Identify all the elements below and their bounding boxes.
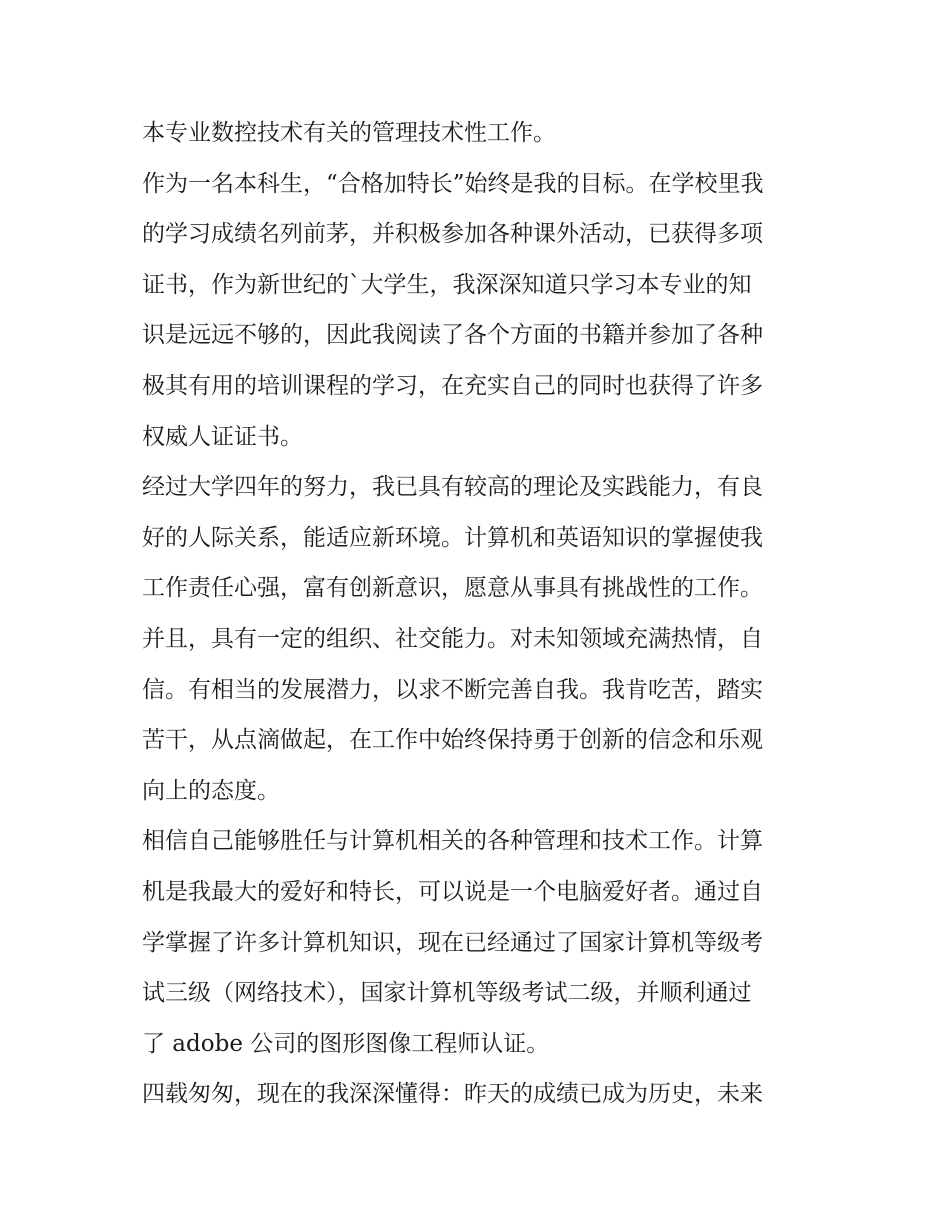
text-line: 识是远远不够的，因此我阅读了各个方面的书籍并参加了各种 xyxy=(142,322,763,349)
text-line: 四载匆匆，现在的我深深懂得：昨天的成绩已成为历史，未来 xyxy=(142,1081,763,1108)
text-line: 本专业数控技术有关的管理技术性工作。 xyxy=(142,120,556,146)
text-line: 经过大学四年的努力，我已具有较高的理论及实践能力，有良 xyxy=(142,474,763,501)
text-line: 学掌握了许多计算机知识，现在已经通过了国家计算机等级考 xyxy=(142,929,763,956)
text-line: 的学习成绩名列前茅，并积极参加各种课外活动，已获得多项 xyxy=(142,221,763,248)
text-line: 证书，作为新世纪的`大学生，我深深知道只学习本专业的知 xyxy=(142,271,752,298)
document-body xyxy=(142,108,822,1120)
text-line: 作为一名本科生，“合格加特长”始终是我的目标。在学校里我 xyxy=(142,170,764,197)
text-line: 了 adobe 公司的图形图像工程师认证。 xyxy=(142,1030,550,1057)
text-line: 相信自己能够胜任与计算机相关的各种管理和技术工作。计算 xyxy=(142,828,763,855)
text-line: 试三级（网络技术），国家计算机等级考试二级，并顺利通过 xyxy=(142,980,752,1007)
text-line: 好的人际关系，能适应新环境。计算机和英语知识的掌握使我 xyxy=(142,524,763,551)
text-line: 极其有用的培训课程的学习，在充实自己的同时也获得了许多 xyxy=(142,372,763,399)
text-line: 并且，具有一定的组织、社交能力。对未知领域充满热情，自 xyxy=(142,625,763,652)
text-line: 机是我最大的爱好和特长，可以说是一个电脑爱好者。通过自 xyxy=(142,878,763,905)
text-line: 向上的态度。 xyxy=(142,777,280,804)
text-line: 工作责任心强，富有创新意识，愿意从事具有挑战性的工作。 xyxy=(142,575,763,602)
text-line: 权威人证证书。 xyxy=(142,423,303,450)
text-line: 苦干，从点滴做起，在工作中始终保持勇于创新的信念和乐观 xyxy=(142,727,763,754)
text-line: 信。有相当的发展潜力，以求不断完善自我。我肯吃苦，踏实 xyxy=(142,676,763,703)
